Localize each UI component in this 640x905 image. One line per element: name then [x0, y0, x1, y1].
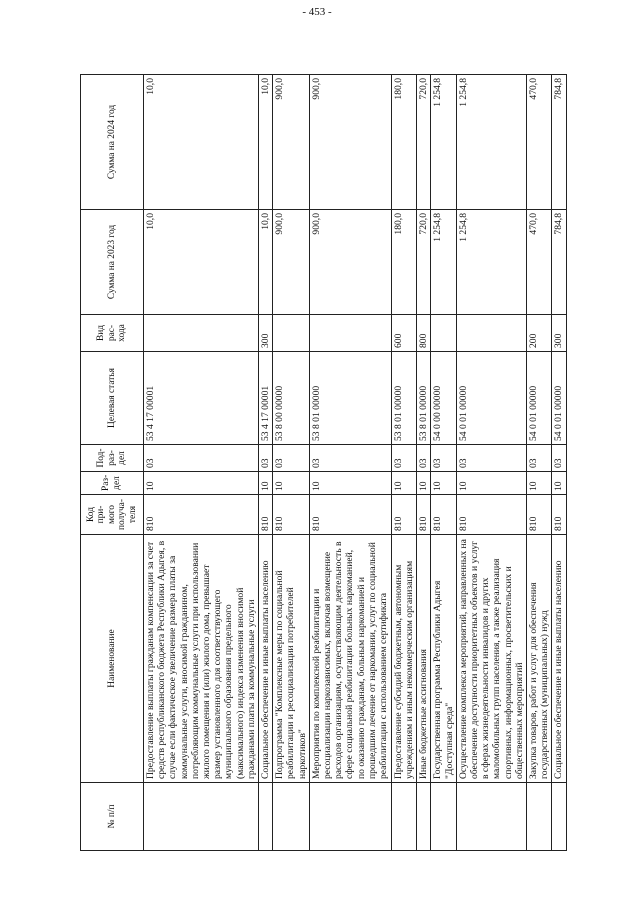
cell-name: Предоставление субсидий бюджетным, автономным учреждениям и иным некоммерческим организациям: [391, 535, 416, 783]
cell-sum-2023: 1 254,8: [456, 210, 526, 315]
cell-subsection: 03: [391, 445, 416, 472]
cell-sum-2024: 784,8: [552, 75, 566, 210]
table-header-row: [81, 75, 144, 851]
cell-section: 10: [552, 472, 566, 495]
header-name: Наименование: [81, 535, 144, 783]
cell-index: [273, 783, 310, 851]
cell-subsection: 03: [309, 445, 391, 472]
table-row: [391, 75, 416, 851]
cell-sum-2024: 10,0: [144, 75, 259, 210]
cell-sum-2023: 10,0: [144, 210, 259, 315]
table-row: [273, 75, 310, 851]
cell-sum-2024: 900,0: [273, 75, 310, 210]
cell-subsection: 03: [144, 445, 259, 472]
cell-name: Иные бюджетные ассигнования: [417, 535, 431, 783]
table-row: [527, 75, 552, 851]
cell-index: [144, 783, 259, 851]
cell-sum-2023: 180,0: [391, 210, 416, 315]
header-sum-2024: Сумма на 2024 год: [81, 75, 144, 210]
cell-target-article: 53 4 17 00001: [144, 352, 259, 445]
header-subsection: Под-раз-дел: [81, 445, 144, 472]
cell-name: Мероприятия по комплексной реабилитации и ресоциализации наркозависимых, включая возмещение расходов организациям, осуществляющим деятельность в сфере социальной реабилитации больных наркоманией, по оказанию гражданам, больным наркоманией и прошедшим лечение от наркомании, услуг по социальной реабилитации с использованием сертификата: [309, 535, 391, 783]
cell-target-article: 53 8 01 00000: [309, 352, 391, 445]
cell-recipient-code: 810: [273, 495, 310, 535]
header-sum-2023: Сумма на 2023 год: [81, 210, 144, 315]
table-row: [309, 75, 391, 851]
cell-target-article: 54 0 00 00000: [431, 352, 456, 445]
cell-index: [309, 783, 391, 851]
cell-recipient-code: 810: [431, 495, 456, 535]
cell-index: [417, 783, 431, 851]
cell-expense-type: 300: [259, 315, 273, 352]
cell-name: Государственная программа Республики Адыгея "Доступная среда": [431, 535, 456, 783]
cell-recipient-code: 810: [309, 495, 391, 535]
cell-recipient-code: 810: [527, 495, 552, 535]
cell-target-article: 54 0 01 00000: [552, 352, 566, 445]
cell-subsection: 03: [417, 445, 431, 472]
cell-target-article: 53 8 01 00000: [417, 352, 431, 445]
header-expense-type: Вид рас-хода: [81, 315, 144, 352]
table-row: [417, 75, 431, 851]
cell-subsection: 03: [527, 445, 552, 472]
cell-expense-type: 200: [527, 315, 552, 352]
cell-recipient-code: 810: [417, 495, 431, 535]
table-row: [431, 75, 456, 851]
cell-target-article: 53 8 00 00000: [273, 352, 310, 445]
cell-name: Социальное обеспечение и иные выплаты населению: [259, 535, 273, 783]
cell-index: [431, 783, 456, 851]
cell-sum-2023: 470,0: [527, 210, 552, 315]
cell-target-article: 53 8 01 00000: [391, 352, 416, 445]
cell-sum-2023: 784,8: [552, 210, 566, 315]
cell-expense-type: [144, 315, 259, 352]
header-target-article: Целевая статья: [81, 352, 144, 445]
cell-section: 10: [527, 472, 552, 495]
table-row: [456, 75, 526, 851]
cell-sum-2024: 900,0: [309, 75, 391, 210]
cell-recipient-code: 810: [552, 495, 566, 535]
cell-section: 10: [391, 472, 416, 495]
cell-target-article: 54 0 01 00000: [527, 352, 552, 445]
cell-expense-type: [273, 315, 310, 352]
cell-target-article: 53 4 17 00001: [259, 352, 273, 445]
cell-index: [527, 783, 552, 851]
cell-section: 10: [456, 472, 526, 495]
header-recipient-code: Код при-мого получа-теля: [81, 495, 144, 535]
header-section: Раз-дел: [81, 472, 144, 495]
cell-name: Предоставление выплаты гражданам компенсации за счет средств республиканского бюджета Республики Адыгея, в случае если фактическое увеличение размера платы за коммунальные услуги, вносимой гражданином, потребляющим коммунальные услуги при использовании жилого помещения и (или) жилого дома, превышает размер установленного для соответствующего муниципального образования предельного (максимального) индекса изменения вносимой гражданами платы за коммунальные услуги: [144, 535, 259, 783]
cell-index: [552, 783, 566, 851]
cell-expense-type: 300: [552, 315, 566, 352]
cell-name: Закупка товаров, работ и услуг для обеспечения государственных (муниципальных) нужд: [527, 535, 552, 783]
cell-section: 10: [144, 472, 259, 495]
budget-table: [80, 74, 567, 851]
cell-expense-type: 600: [391, 315, 416, 352]
budget-table-sheet: [80, 75, 565, 851]
cell-recipient-code: 810: [456, 495, 526, 535]
cell-name: Подпрограмма "Комплексные меры по социальной реабилитации и ресоциализации потребителей наркотиков": [273, 535, 310, 783]
table-row: [144, 75, 259, 851]
cell-sum-2023: 720,0: [417, 210, 431, 315]
cell-name: Осуществление комплекса мероприятий, направленных на обеспечение доступности приоритетных объектов и услуг в сферах жизнедеятельности инвалидов и других маломобильных групп населения, а также реализация спортивных, информационных, просветительских и общественных мероприятий: [456, 535, 526, 783]
cell-sum-2023: 1 254,8: [431, 210, 456, 315]
header-index: № п/п: [81, 783, 144, 851]
cell-sum-2023: 10,0: [259, 210, 273, 315]
cell-subsection: 03: [431, 445, 456, 472]
cell-expense-type: 800: [417, 315, 431, 352]
cell-recipient-code: 810: [144, 495, 259, 535]
cell-sum-2024: 470,0: [527, 75, 552, 210]
cell-sum-2023: 900,0: [309, 210, 391, 315]
cell-expense-type: [309, 315, 391, 352]
cell-subsection: 03: [259, 445, 273, 472]
cell-subsection: 03: [552, 445, 566, 472]
cell-sum-2024: 180,0: [391, 75, 416, 210]
cell-sum-2024: 1 254,8: [456, 75, 526, 210]
table-row: [552, 75, 566, 851]
cell-sum-2024: 10,0: [259, 75, 273, 210]
page-number: - 453 -: [302, 6, 332, 18]
table-row: [259, 75, 273, 851]
cell-index: [391, 783, 416, 851]
cell-expense-type: [431, 315, 456, 352]
cell-section: 10: [273, 472, 310, 495]
cell-name: Социальное обеспечение и иные выплаты населению: [552, 535, 566, 783]
cell-sum-2024: 720,0: [417, 75, 431, 210]
cell-section: 10: [259, 472, 273, 495]
cell-subsection: 03: [273, 445, 310, 472]
cell-target-article: 54 0 01 00000: [456, 352, 526, 445]
cell-sum-2023: 900,0: [273, 210, 310, 315]
rotated-table-wrapper: [80, 75, 565, 851]
cell-section: 10: [309, 472, 391, 495]
cell-sum-2024: 1 254,8: [431, 75, 456, 210]
cell-index: [456, 783, 526, 851]
cell-recipient-code: 810: [391, 495, 416, 535]
cell-section: 10: [431, 472, 456, 495]
cell-index: [259, 783, 273, 851]
cell-section: 10: [417, 472, 431, 495]
cell-recipient-code: 810: [259, 495, 273, 535]
cell-expense-type: [456, 315, 526, 352]
cell-subsection: 03: [456, 445, 526, 472]
